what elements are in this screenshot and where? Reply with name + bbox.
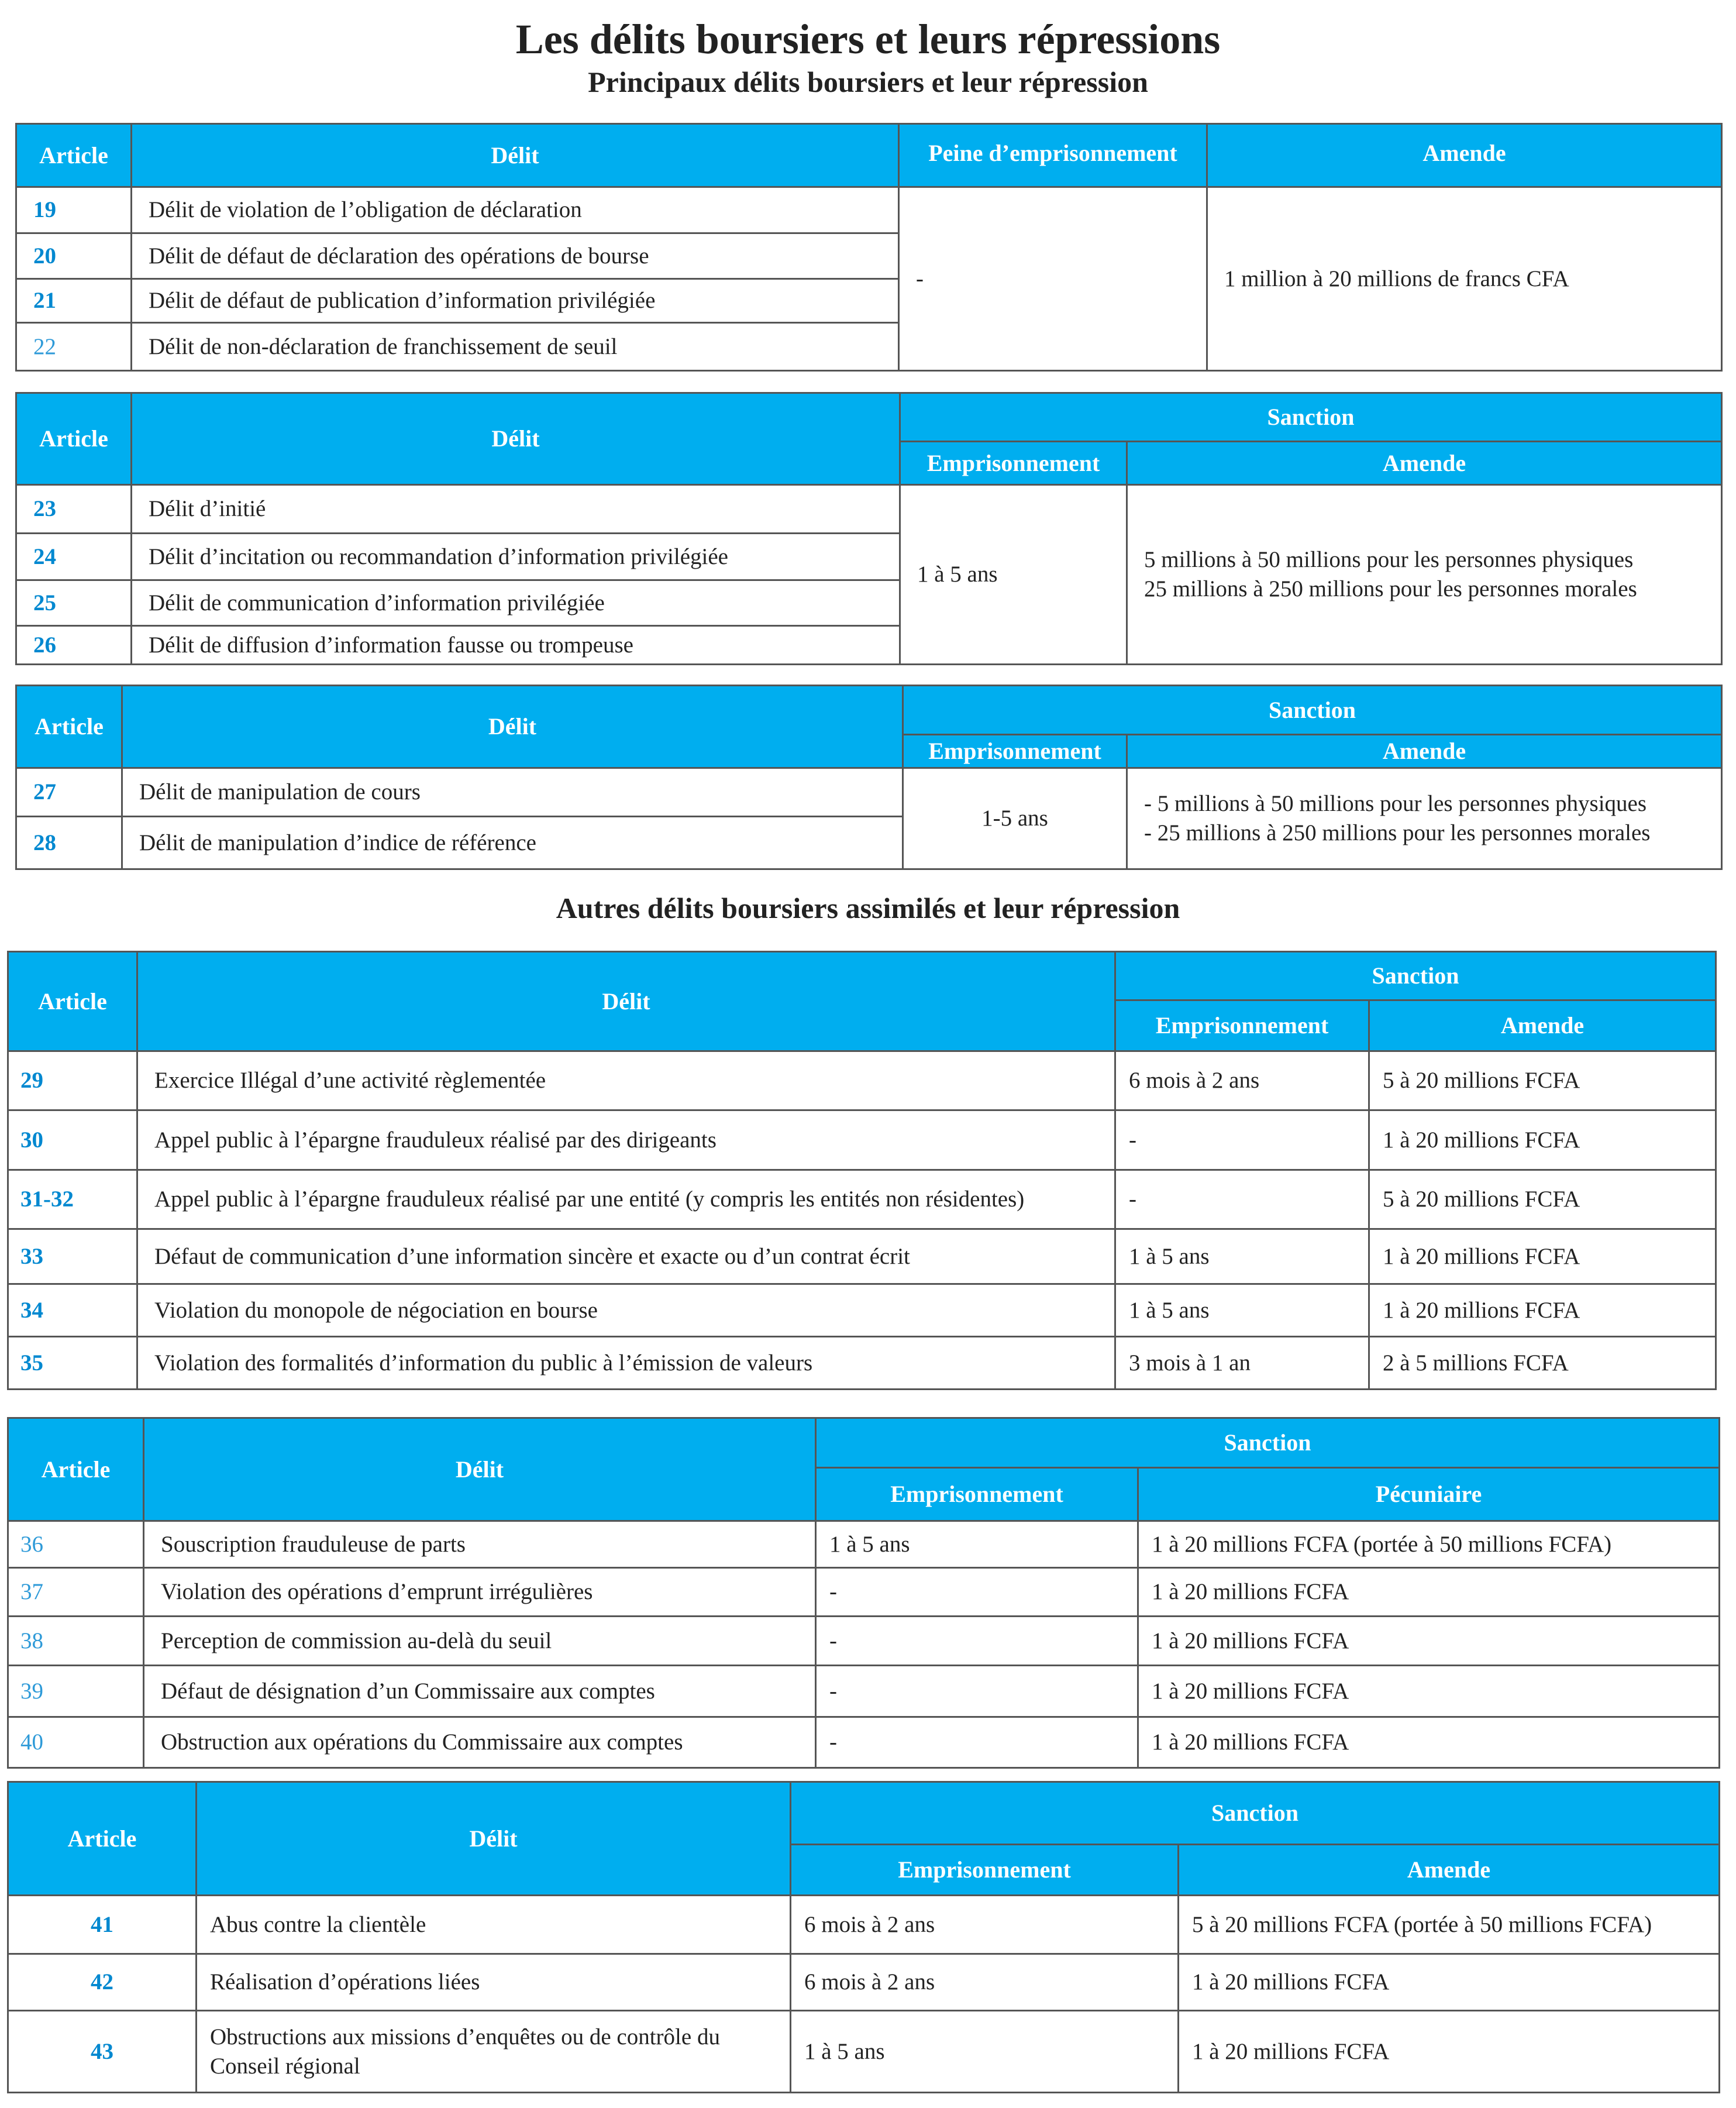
emprisonnement-value: - xyxy=(816,1717,1138,1768)
header-article: Article xyxy=(16,393,132,485)
article-number: 26 xyxy=(16,626,132,665)
article-number: 37 xyxy=(8,1568,144,1617)
table-row xyxy=(8,1717,1720,1768)
delit-text: Violation des opérations d’emprunt irrégulières xyxy=(144,1568,816,1617)
table-row xyxy=(16,187,1722,233)
amende-line: 25 millions à 250 millions pour les personnes morales xyxy=(1144,576,1637,601)
table-row xyxy=(8,1896,1720,1954)
header-emprisonnement: Emprisonnement xyxy=(900,442,1127,485)
delit-text: Délit de défaut de déclaration des opérations de bourse xyxy=(132,233,899,279)
header-sanction: Sanction xyxy=(900,393,1722,442)
delit-text: Délit d’initié xyxy=(132,485,900,534)
delit-text: Violation du monopole de négociation en bourse xyxy=(137,1284,1115,1337)
amende-value xyxy=(1127,485,1722,665)
emprisonnement-value: - xyxy=(1115,1110,1369,1170)
emprisonnement-value: - xyxy=(816,1666,1138,1717)
amende-value xyxy=(1127,768,1722,869)
emprisonnement-value: 6 mois à 2 ans xyxy=(1115,1051,1369,1110)
table-row xyxy=(8,1170,1716,1229)
header-amende: Amende xyxy=(1127,735,1722,768)
article-number: 23 xyxy=(16,485,132,534)
table-row xyxy=(8,1284,1716,1337)
delit-text: Délit de défaut de publication d’information privilégiée xyxy=(132,279,899,323)
article-number: 22 xyxy=(16,323,132,371)
header-delit: Délit xyxy=(137,952,1115,1051)
emprisonnement-value: 1-5 ans xyxy=(903,768,1127,869)
article-number: 39 xyxy=(8,1666,144,1717)
header-peine: Peine d’emprisonnement xyxy=(899,124,1207,187)
pecuniaire-value: 1 à 20 millions FCFA xyxy=(1138,1666,1720,1717)
emprisonnement-value: - xyxy=(816,1568,1138,1617)
article-number: 33 xyxy=(8,1229,137,1284)
table-row xyxy=(8,1110,1716,1170)
header-amende: Amende xyxy=(1369,1000,1716,1051)
amende-line: - 25 millions à 250 millions pour les personnes morales xyxy=(1144,820,1651,845)
page-subtitle: Principaux délits boursiers et leur répression xyxy=(588,66,1148,98)
table-delits-36-40 xyxy=(7,1417,1720,1769)
table-delits-27-28 xyxy=(15,685,1723,870)
article-number: 40 xyxy=(8,1717,144,1768)
article-number: 30 xyxy=(8,1110,137,1170)
table-row xyxy=(8,2011,1720,2093)
header-article: Article xyxy=(8,1782,197,1896)
article-number: 20 xyxy=(16,233,132,279)
table-row xyxy=(8,1051,1716,1110)
pecuniaire-value: 1 à 20 millions FCFA xyxy=(1138,1717,1720,1768)
delit-text: Délit de non-déclaration de franchissement de seuil xyxy=(132,323,899,371)
delit-line: Obstructions aux missions d’enquêtes ou de contrôle du xyxy=(210,2024,720,2049)
table-delits-23-26 xyxy=(15,392,1723,665)
delit-text: Délit de violation de l’obligation de déclaration xyxy=(132,187,899,233)
delit-text: Défaut de communication d’une information sincère et exacte ou d’un contrat écrit xyxy=(137,1229,1115,1284)
delit-text xyxy=(197,2011,791,2093)
delit-text: Souscription frauduleuse de parts xyxy=(144,1521,816,1568)
article-number: 27 xyxy=(16,768,122,817)
delit-text: Obstruction aux opérations du Commissaire aux comptes xyxy=(144,1717,816,1768)
table-delits-29-35 xyxy=(7,951,1717,1390)
amende-value: 1 à 20 millions FCFA xyxy=(1179,2011,1720,2093)
table-row xyxy=(8,1568,1720,1617)
header-amende: Amende xyxy=(1127,442,1722,485)
header-emprisonnement: Emprisonnement xyxy=(816,1468,1138,1521)
header-delit: Délit xyxy=(122,686,903,768)
table-row xyxy=(16,768,1722,817)
header-sanction: Sanction xyxy=(816,1418,1720,1468)
amende-line: 5 millions à 50 millions pour les personnes physiques xyxy=(1144,547,1634,572)
table-row xyxy=(8,1229,1716,1284)
pecuniaire-value: 1 à 20 millions FCFA xyxy=(1138,1568,1720,1617)
section-title: Autres délits boursiers assimilés et leur répression xyxy=(556,892,1180,924)
header-article: Article xyxy=(16,124,132,187)
article-number: 36 xyxy=(8,1521,144,1568)
header-sanction: Sanction xyxy=(1115,952,1716,1000)
emprisonnement-value: - xyxy=(1115,1170,1369,1229)
emprisonnement-value: 1 à 5 ans xyxy=(1115,1229,1369,1284)
header-sanction: Sanction xyxy=(903,686,1722,735)
header-article: Article xyxy=(8,952,137,1051)
article-number: 35 xyxy=(8,1337,137,1390)
article-number: 31-32 xyxy=(8,1170,137,1229)
delit-text: Défaut de désignation d’un Commissaire aux comptes xyxy=(144,1666,816,1717)
header-sanction: Sanction xyxy=(791,1782,1720,1845)
header-emprisonnement: Emprisonnement xyxy=(1115,1000,1369,1051)
amende-value: 2 à 5 millions FCFA xyxy=(1369,1337,1716,1390)
article-number: 38 xyxy=(8,1617,144,1666)
emprisonnement-value: - xyxy=(816,1617,1138,1666)
amende-value: 1 million à 20 millions de francs CFA xyxy=(1207,187,1722,371)
delit-text: Perception de commission au-delà du seuil xyxy=(144,1617,816,1666)
amende-value: 1 à 20 millions FCFA xyxy=(1369,1229,1716,1284)
header-pecuniaire: Pécuniaire xyxy=(1138,1468,1720,1521)
emprisonnement-value: 1 à 5 ans xyxy=(791,2011,1179,2093)
delit-text: Exercice Illégal d’une activité règlementée xyxy=(137,1051,1115,1110)
header-article: Article xyxy=(16,686,122,768)
page-title: Les délits boursiers et leurs répressions xyxy=(515,16,1221,63)
table-row xyxy=(8,1617,1720,1666)
header-amende: Amende xyxy=(1179,1845,1720,1896)
emprisonnement-value: 6 mois à 2 ans xyxy=(791,1896,1179,1954)
article-number: 43 xyxy=(8,2011,197,2093)
table-row xyxy=(8,1954,1720,2011)
article-number: 24 xyxy=(16,534,132,580)
article-number: 34 xyxy=(8,1284,137,1337)
header-emprisonnement: Emprisonnement xyxy=(903,735,1127,768)
table-row xyxy=(8,1521,1720,1568)
delit-text: Délit de manipulation d’indice de référence xyxy=(122,817,903,869)
emprisonnement-value: 3 mois à 1 an xyxy=(1115,1337,1369,1390)
emprisonnement-value: 6 mois à 2 ans xyxy=(791,1954,1179,2011)
delit-text: Réalisation d’opérations liées xyxy=(197,1954,791,2011)
amende-value: 5 à 20 millions FCFA (portée à 50 millions FCFA) xyxy=(1179,1896,1720,1954)
amende-value: 1 à 20 millions FCFA xyxy=(1179,1954,1720,2011)
article-number: 42 xyxy=(8,1954,197,2011)
amende-line: - 5 millions à 50 millions pour les personnes physiques xyxy=(1144,791,1647,816)
header-delit: Délit xyxy=(197,1782,791,1896)
article-number: 25 xyxy=(16,580,132,626)
delit-text: Appel public à l’épargne frauduleux réalisé par une entité (y compris les entités non résidentes) xyxy=(137,1170,1115,1229)
emprisonnement-value: 1 à 5 ans xyxy=(900,485,1127,665)
table-row xyxy=(8,1337,1716,1390)
article-number: 28 xyxy=(16,817,122,869)
emprisonnement-value: 1 à 5 ans xyxy=(1115,1284,1369,1337)
delit-text: Délit de diffusion d’information fausse ou trompeuse xyxy=(132,626,900,665)
pecuniaire-value: 1 à 20 millions FCFA (portée à 50 millions FCFA) xyxy=(1138,1521,1720,1568)
header-delit: Délit xyxy=(132,393,900,485)
delit-text: Délit d’incitation ou recommandation d’information privilégiée xyxy=(132,534,900,580)
amende-value: 5 à 20 millions FCFA xyxy=(1369,1170,1716,1229)
delit-text: Appel public à l’épargne frauduleux réalisé par des dirigeants xyxy=(137,1110,1115,1170)
delit-text: Abus contre la clientèle xyxy=(197,1896,791,1954)
amende-value: 1 à 20 millions FCFA xyxy=(1369,1110,1716,1170)
pecuniaire-value: 1 à 20 millions FCFA xyxy=(1138,1617,1720,1666)
peine-value: - xyxy=(899,187,1207,371)
table-delits-19-22 xyxy=(15,123,1723,372)
delit-text: Délit de manipulation de cours xyxy=(122,768,903,817)
header-amende: Amende xyxy=(1207,124,1722,187)
delit-text: Délit de communication d’information privilégiée xyxy=(132,580,900,626)
table-row xyxy=(16,485,1722,534)
header-emprisonnement: Emprisonnement xyxy=(791,1845,1179,1896)
table-delits-41-43 xyxy=(7,1781,1720,2093)
header-delit: Délit xyxy=(132,124,899,187)
table-row xyxy=(8,1666,1720,1717)
article-number: 41 xyxy=(8,1896,197,1954)
article-number: 29 xyxy=(8,1051,137,1110)
amende-value: 1 à 20 millions FCFA xyxy=(1369,1284,1716,1337)
delit-text: Violation des formalités d’information du public à l’émission de valeurs xyxy=(137,1337,1115,1390)
header-delit: Délit xyxy=(144,1418,816,1521)
header-article: Article xyxy=(8,1418,144,1521)
article-number: 19 xyxy=(16,187,132,233)
amende-value: 5 à 20 millions FCFA xyxy=(1369,1051,1716,1110)
delit-line: Conseil régional xyxy=(210,2053,360,2079)
emprisonnement-value: 1 à 5 ans xyxy=(816,1521,1138,1568)
article-number: 21 xyxy=(16,279,132,323)
